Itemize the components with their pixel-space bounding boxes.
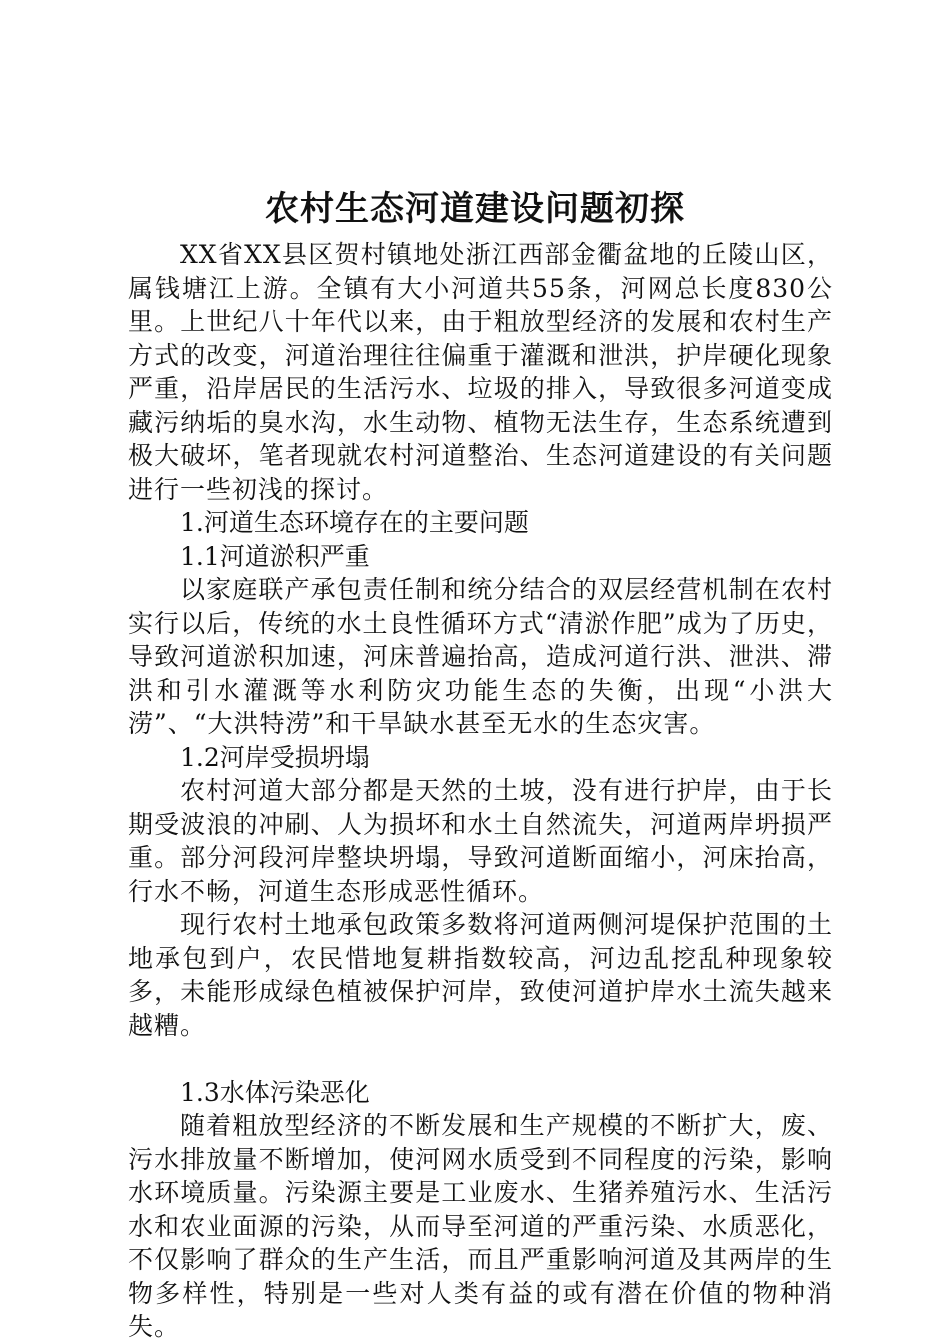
section-1-3-paragraph: 随着粗放型经济的不断发展和生产规模的不断扩大，废、污水排放量不断增加，使河网水质受到不同程度的污染，影响水环境质量。污染源主要是工业废水、生猪养殖污水、生活污水和农业面源的污染，从而导至河道的严重污染、水质恶化，不仅影响了群众的生产生活，而且严重影响河道及其两岸的生物多样性，特别是一些对人类有益的或有潜在价值的物种消失。 (128, 1111, 833, 1341)
section-1-heading: 1.河道生态环境存在的主要问题 (180, 508, 529, 537)
section-1-2-paragraph-1: 农村河道大部分都是天然的土坡，没有进行护岸，由于长期受波浪的冲刷、人为损坏和水土自然流失，河道两岸坍损严重。部分河段河岸整块坍塌，导致河道断面缩小，河床抬高，行水不畅，河道生态形成恶性循环。 (128, 776, 833, 906)
paragraph-spacer (128, 1042, 833, 1076)
document-body (128, 238, 833, 1344)
section-1-2-heading: 1.2河岸受损坍塌 (180, 742, 370, 772)
section-1-1-heading: 1.1河道淤积严重 (180, 541, 370, 571)
section-1-3-heading: 1.3水体污染恶化 (180, 1077, 370, 1107)
document-title: 农村生态河道建设问题初探 (265, 189, 685, 229)
intro-paragraph: XX省XX县区贺村镇地处浙江西部金衢盆地的丘陵山区，属钱塘江上游。全镇有大小河道共55条，河网总长度830公里。上世纪八十年代以来，由于粗放型经济的发展和农村生产方式的改变，河道治理往往偏重于灌溉和泄洪，护岸硬化现象严重，沿岸居民的生活污水、垃圾的排入，导致很多河道变成藏污纳垢的臭水沟，水生动物、植物无法生存，生态系统遭到极大破坏，笔者现就农村河道整治、生态河道建设的有关问题进行一些初浅的探讨。 (128, 240, 833, 504)
section-1-2-paragraph-2: 现行农村土地承包政策多数将河道两侧河堤保护范围的土地承包到户，农民惜地复耕指数较高，河边乱挖乱种现象较多，未能形成绿色植被保护河岸，致使河道护岸水土流失越来越糟。 (128, 910, 833, 1040)
section-1-1-paragraph: 以家庭联产承包责任制和统分结合的双层经营机制在农村实行以后，传统的水土良性循环方式“清淤作肥”成为了历史，导致河道淤积加速，河床普遍抬高，造成河道行洪、泄洪、滞洪和引水灌溉等水利防灾功能生态的失衡，出现“小洪大涝”、“大洪特涝”和干旱缺水甚至无水的生态灾害。 (128, 575, 833, 738)
